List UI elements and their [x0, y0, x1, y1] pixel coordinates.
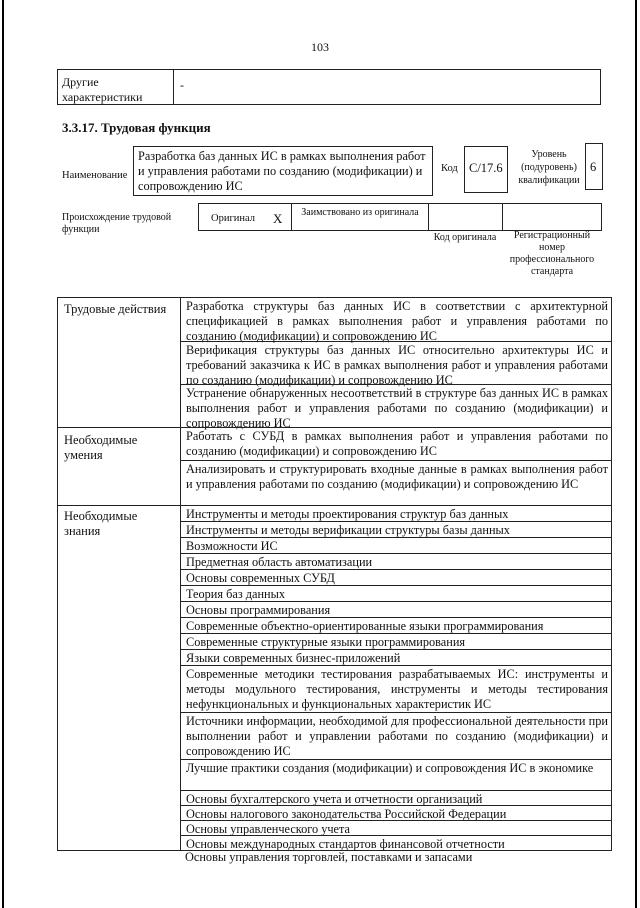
knowledge-item: Инструменты и методы проектирования структур баз данных — [180, 505, 612, 521]
original-mark: X — [273, 211, 283, 226]
function-name-box — [133, 146, 433, 196]
name-label: Наименование — [62, 170, 128, 181]
knowledge-item: Основы управления торговлей, поставками и запасами — [185, 850, 473, 864]
other-characteristics-label: Другие характеристики — [62, 75, 143, 104]
borrowed-label: Заимствовано из оригинала — [301, 207, 419, 218]
skill-item: Работать с СУБД в рамках выполнения работ и управления работами по созданию (модификации) и сопровождению ИС — [180, 427, 612, 460]
section-title: 3.3.17. Трудовая функция — [62, 120, 211, 135]
knowledge-item: Современные структурные языки программирования — [180, 633, 612, 649]
origin-divider-3 — [502, 204, 503, 230]
knowledge-item: Современные методики тестирования разрабатываемых ИС: инструменты и методы модульного тестирования, инструменты и методы тестирования нефункциональных и функциональных характеристик ИС — [180, 665, 612, 712]
code-box — [464, 146, 508, 193]
other-characteristics-divider — [173, 70, 174, 104]
labor-action-item: Верификация структуры баз данных ИС относительно архитектуры ИС и требований заказчика к ИС в рамках выполнения работ и управления работами по созданию (модификации) и сопровождению ИС — [180, 341, 612, 384]
level-value: 6 — [590, 160, 597, 174]
knowledge-item: Источники информации, необходимой для профессиональной деятельности при выполнении работ и управлении работами по созданию (модификации) и сопровождению ИС — [180, 712, 612, 759]
knowledge-item: Предметная область автоматизации — [180, 553, 612, 569]
knowledge-item: Современные объектно-ориентированные языки программирования — [180, 617, 612, 633]
code-original-label: Код оригинала — [433, 232, 497, 243]
category-labor-actions: Трудовые действия — [64, 302, 167, 316]
category-skills: Необходимые умения — [64, 433, 138, 462]
function-name-value: Разработка баз данных ИС в рамках выполнения работ и управления работами по созданию (модификации) и сопровождению ИС — [138, 149, 426, 193]
level-label: Уровень (подуровень) квалификации — [518, 149, 580, 186]
origin-divider-1 — [291, 204, 292, 230]
knowledge-item: Инструменты и методы верификации структуры базы данных — [180, 521, 612, 537]
knowledge-item: Основы современных СУБД — [180, 569, 612, 585]
level-box — [585, 143, 603, 190]
category-knowledge: Необходимые знания — [64, 509, 138, 538]
origin-table — [198, 203, 602, 231]
reg-number-label: Регистрационный номер профессионального стандарта — [509, 230, 595, 277]
category-separator-1 — [58, 427, 180, 428]
category-separator-2 — [58, 505, 180, 506]
code-label: Код — [441, 163, 458, 174]
code-value: C/17.6 — [469, 161, 503, 175]
knowledge-item: Теория баз данных — [180, 585, 612, 601]
skill-item: Анализировать и структурировать входные данные в рамках выполнения работ и управления работами по созданию (модификации) и сопровождению ИС — [180, 460, 612, 505]
knowledge-item: Основы бухгалтерского учета и отчетности организаций — [180, 790, 612, 805]
knowledge-item: Языки современных бизнес-приложений — [180, 649, 612, 665]
knowledge-item: Основы программирования — [180, 601, 612, 617]
page-number: 103 — [311, 40, 329, 54]
knowledge-item: Возможности ИС — [180, 537, 612, 553]
labor-action-item: Устранение обнаруженных несоответствий в структуре баз данных ИС в рамках выполнения работ и управления работами по созданию (модификации) и сопровождению ИС — [180, 384, 612, 427]
knowledge-item: Лучшие практики создания (модификации) и сопровождения ИС в экономике — [180, 759, 612, 790]
knowledge-item: Основы налогового законодательства Российской Федерации — [180, 805, 612, 820]
original-label: Оригинал — [211, 213, 255, 224]
main-table — [57, 297, 612, 851]
other-characteristics-table — [57, 69, 601, 105]
origin-label: Происхождение трудовой функции — [62, 212, 172, 235]
labor-action-item: Разработка структуры баз данных ИС в соответствии с архитектурной спецификацией в рамках выполнения работ и управления работами по созданию (модификации) и сопровождению ИС — [186, 299, 608, 343]
other-characteristics-value: - — [180, 78, 184, 92]
scan-border-right — [635, 0, 637, 908]
knowledge-item: Основы международных стандартов финансовой отчетности — [180, 835, 612, 850]
knowledge-item: Основы управленческого учета — [180, 820, 612, 835]
scan-border-left — [2, 0, 4, 908]
origin-divider-2 — [428, 204, 429, 230]
